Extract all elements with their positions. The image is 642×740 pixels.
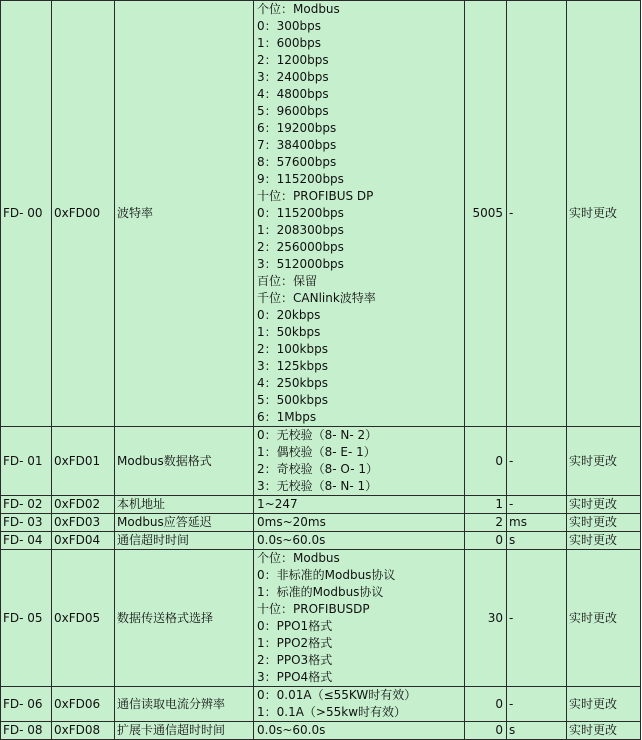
param-change-mode-cell: 实时更改 bbox=[567, 1, 641, 427]
setting-range-line: 5：500kbps bbox=[257, 393, 328, 407]
setting-range-line: 千位：CANlink波特率 bbox=[257, 291, 376, 305]
param-name-cell: Modbus数据格式 bbox=[115, 427, 254, 496]
setting-range-line: 7：38400bps bbox=[257, 138, 337, 152]
setting-range-line: 8：57600bps bbox=[257, 155, 337, 169]
setting-range-line: 十位：PROFIBUSDP bbox=[257, 602, 370, 616]
param-address-cell: 0xFD06 bbox=[52, 687, 115, 722]
setting-range-line: 0.0s~60.0s bbox=[257, 533, 326, 547]
setting-range-line: 个位：Modbus bbox=[257, 2, 340, 16]
setting-range-line: 1~247 bbox=[257, 497, 298, 511]
setting-range-line: 0.0s~60.0s bbox=[257, 723, 326, 737]
param-unit-cell: ms bbox=[507, 514, 567, 532]
setting-range-line: 2：1200bps bbox=[257, 53, 329, 67]
setting-range-line: 5：9600bps bbox=[257, 104, 329, 118]
param-setting-range-cell bbox=[254, 514, 465, 532]
table-row bbox=[1, 496, 641, 514]
setting-range-line: 2：100kbps bbox=[257, 342, 328, 356]
setting-range-line: 0：20kbps bbox=[257, 308, 321, 322]
setting-range-line: 3：125kbps bbox=[257, 359, 328, 373]
param-code-cell: FD- 06 bbox=[1, 687, 52, 722]
table-row bbox=[1, 532, 641, 550]
param-name-cell: 扩展卡通信超时时间 bbox=[115, 722, 254, 740]
setting-range-line: 十位：PROFIBUS DP bbox=[257, 189, 374, 203]
setting-range-line: 4：250kbps bbox=[257, 376, 328, 390]
setting-range-line: 0：300bps bbox=[257, 19, 322, 33]
param-default-cell: 1 bbox=[465, 496, 507, 514]
setting-range-line: 1：PPO2格式 bbox=[257, 636, 333, 650]
setting-range-line: 2：256000bps bbox=[257, 240, 344, 254]
table-row bbox=[1, 427, 641, 496]
param-code-cell: FD- 03 bbox=[1, 514, 52, 532]
param-change-mode-cell: 实时更改 bbox=[567, 427, 641, 496]
param-address-cell: 0xFD08 bbox=[52, 722, 115, 740]
param-unit-cell: s bbox=[507, 722, 567, 740]
param-change-mode-cell: 实时更改 bbox=[567, 550, 641, 687]
param-default-cell: 30 bbox=[465, 550, 507, 687]
table-row bbox=[1, 514, 641, 532]
setting-range-line: 0ms~20ms bbox=[257, 515, 326, 529]
param-default-cell: 0 bbox=[465, 687, 507, 722]
setting-range-line: 0：PPO1格式 bbox=[257, 619, 333, 633]
setting-range-line: 9：115200bps bbox=[257, 172, 344, 186]
param-name-cell: 本机地址 bbox=[115, 496, 254, 514]
param-address-cell: 0xFD05 bbox=[52, 550, 115, 687]
setting-range-line: 1：偶校验（8- E- 1） bbox=[257, 445, 376, 459]
param-setting-range-cell bbox=[254, 496, 465, 514]
param-setting-range-cell bbox=[254, 550, 465, 687]
setting-range-line: 2：奇校验（8- O- 1） bbox=[257, 462, 378, 476]
setting-range-line: 0：0.01A（≤55KW时有效） bbox=[257, 688, 417, 702]
param-name-cell: 波特率 bbox=[115, 1, 254, 427]
param-change-mode-cell: 实时更改 bbox=[567, 496, 641, 514]
param-default-cell: 2 bbox=[465, 514, 507, 532]
parameter-table-body bbox=[1, 1, 641, 740]
setting-range-line: 0：115200bps bbox=[257, 206, 344, 220]
setting-range-line: 百位：保留 bbox=[257, 274, 318, 288]
setting-range-line: 个位：Modbus bbox=[257, 551, 340, 565]
setting-range-line: 1：标准的Modbus协议 bbox=[257, 585, 384, 599]
param-code-cell: FD- 08 bbox=[1, 722, 52, 740]
param-code-cell: FD- 04 bbox=[1, 532, 52, 550]
param-name-cell: 通信超时时间 bbox=[115, 532, 254, 550]
param-change-mode-cell: 实时更改 bbox=[567, 532, 641, 550]
param-unit-cell: - bbox=[507, 687, 567, 722]
param-name-cell: Modbus应答延迟 bbox=[115, 514, 254, 532]
param-address-cell: 0xFD03 bbox=[52, 514, 115, 532]
setting-range-line: 3：2400bps bbox=[257, 70, 329, 84]
table-row bbox=[1, 1, 641, 427]
param-code-cell: FD- 00 bbox=[1, 1, 52, 427]
setting-range-line: 4：4800bps bbox=[257, 87, 329, 101]
setting-range-line: 3：无校验（8- N- 1） bbox=[257, 479, 378, 493]
param-default-cell: 0 bbox=[465, 722, 507, 740]
param-change-mode-cell: 实时更改 bbox=[567, 514, 641, 532]
param-default-cell: 0 bbox=[465, 427, 507, 496]
param-setting-range-cell bbox=[254, 687, 465, 722]
param-default-cell: 0 bbox=[465, 532, 507, 550]
param-code-cell: FD- 02 bbox=[1, 496, 52, 514]
param-change-mode-cell: 实时更改 bbox=[567, 722, 641, 740]
param-name-cell: 通信读取电流分辨率 bbox=[115, 687, 254, 722]
setting-range-line: 3：PPO4格式 bbox=[257, 670, 333, 684]
setting-range-line: 1：600bps bbox=[257, 36, 322, 50]
param-unit-cell: - bbox=[507, 427, 567, 496]
param-unit-cell: - bbox=[507, 496, 567, 514]
param-unit-cell: - bbox=[507, 550, 567, 687]
param-code-cell: FD- 01 bbox=[1, 427, 52, 496]
param-address-cell: 0xFD02 bbox=[52, 496, 115, 514]
setting-range-line: 1：0.1A（>55kw时有效） bbox=[257, 705, 407, 719]
param-default-cell: 5005 bbox=[465, 1, 507, 427]
setting-range-line: 1：208300bps bbox=[257, 223, 344, 237]
table-row bbox=[1, 550, 641, 687]
setting-range-line: 3：512000bps bbox=[257, 257, 344, 271]
param-change-mode-cell: 实时更改 bbox=[567, 687, 641, 722]
setting-range-line: 0：非标准的Modbus协议 bbox=[257, 568, 396, 582]
param-setting-range-cell bbox=[254, 1, 465, 427]
param-setting-range-cell bbox=[254, 427, 465, 496]
param-address-cell: 0xFD04 bbox=[52, 532, 115, 550]
param-code-cell: FD- 05 bbox=[1, 550, 52, 687]
setting-range-line: 1：50kbps bbox=[257, 325, 321, 339]
param-setting-range-cell bbox=[254, 532, 465, 550]
setting-range-line: 0：无校验（8- N- 2） bbox=[257, 428, 378, 442]
param-unit-cell: - bbox=[507, 1, 567, 427]
param-unit-cell: s bbox=[507, 532, 567, 550]
setting-range-line: 6：1Mbps bbox=[257, 410, 317, 424]
param-address-cell: 0xFD01 bbox=[52, 427, 115, 496]
table-row bbox=[1, 687, 641, 722]
param-name-cell: 数据传送格式选择 bbox=[115, 550, 254, 687]
setting-range-line: 6：19200bps bbox=[257, 121, 337, 135]
param-address-cell: 0xFD00 bbox=[52, 1, 115, 427]
setting-range-line: 2：PPO3格式 bbox=[257, 653, 333, 667]
